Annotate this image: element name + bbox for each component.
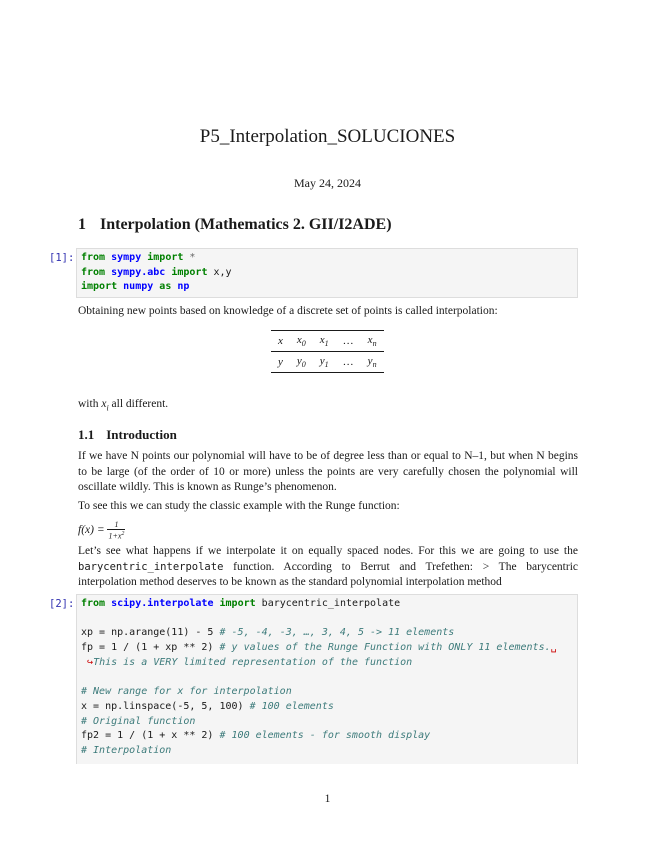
- keyword: from: [81, 266, 106, 278]
- module-alias: np: [177, 281, 190, 293]
- section-heading: [78, 216, 392, 234]
- values-table: [271, 330, 384, 373]
- denominator-base: 1+x: [108, 531, 122, 541]
- module-name: scipy.interpolate: [111, 598, 214, 609]
- table-cell: …: [342, 335, 354, 348]
- math-symbol: x: [101, 398, 107, 410]
- table-cell: [290, 331, 313, 352]
- page-number: 1: [324, 793, 331, 805]
- code-comment: # Original function: [81, 715, 196, 727]
- text-span: function. According to Berrut and Trefethen: > The barycentric interpolation method deserves to be known as the standard polynomial interpolation method: [78, 560, 578, 588]
- table-cell: [361, 352, 384, 373]
- math-symbol: y: [296, 355, 302, 368]
- fraction-numerator: 1: [107, 520, 125, 530]
- table-cell: y: [278, 356, 283, 369]
- math-var: [101, 398, 109, 413]
- fraction-denominator: [107, 530, 125, 541]
- table-cell: [361, 331, 384, 352]
- table-cell: x: [278, 335, 283, 348]
- code-token: x,y: [213, 266, 232, 278]
- inline-code: barycentric_interpolate: [78, 560, 224, 573]
- math-subscript: 1: [324, 360, 329, 370]
- subsection-number: 1.1: [78, 427, 95, 442]
- paragraph-interpolation-intro: Obtaining new points based on knowledge of a discrete set of points is called interpolation:: [78, 305, 498, 317]
- table-row: [271, 352, 384, 373]
- keyword: from: [81, 252, 106, 263]
- math-symbol: x: [296, 334, 302, 346]
- code-comment: # 100 elements: [249, 700, 334, 712]
- values-table-wrapper: [271, 330, 384, 373]
- document-date: May 24, 2024: [294, 176, 361, 190]
- paragraph-distinct: [78, 397, 578, 416]
- code-comment: # 100 elements - for smooth display: [219, 730, 431, 742]
- math-symbol: y: [319, 355, 325, 368]
- code-block-2: [77, 595, 577, 761]
- section-number: 1: [78, 216, 86, 233]
- code-cell-1[interactable]: [76, 248, 578, 298]
- keyword: import: [171, 266, 208, 278]
- table-cell: [290, 352, 313, 373]
- keyword: import: [81, 281, 118, 293]
- paragraph-barycentric: [78, 544, 578, 591]
- keyword: import: [147, 252, 184, 263]
- table-cell: [313, 331, 336, 352]
- code-comment: # Interpolation: [81, 745, 172, 757]
- keyword: from: [81, 598, 106, 609]
- math-subscript: 0: [301, 360, 306, 370]
- table-row: [271, 331, 384, 352]
- math-symbol: x: [319, 334, 325, 346]
- math-subscript: n: [372, 339, 377, 349]
- code-token: fp = 1 / (1 + xp ** 2): [81, 642, 220, 654]
- code-comment: This is a VERY limited representation of the function: [93, 656, 413, 668]
- code-token: fp2 = 1 / (1 + x ** 2): [81, 730, 220, 742]
- document-title: P5_Interpolation_SOLUCIONES: [199, 126, 456, 147]
- module-name: numpy: [123, 281, 154, 293]
- math-subscript: 1: [324, 339, 329, 349]
- table-cell: [313, 352, 336, 373]
- code-token: barycentric_interpolate: [261, 598, 401, 609]
- denominator-exponent: 2: [121, 531, 125, 537]
- text-span: with: [78, 398, 102, 410]
- module-name: sympy.abc: [111, 266, 166, 278]
- continuation-arrow-icon: ↪: [87, 656, 94, 668]
- section-title: Interpolation (Mathematics 2. GII/I2ADE): [100, 216, 392, 233]
- code-token: x = np.linspace(-5, 5, 100): [81, 700, 250, 712]
- cell-prompt-2: [2]:: [49, 598, 75, 610]
- formula-fraction: [107, 520, 125, 541]
- code-token: *: [189, 252, 196, 263]
- runge-formula: [78, 520, 578, 541]
- formula-lhs: f(x) =: [78, 523, 108, 536]
- math-subscript: i: [106, 403, 109, 413]
- cell-prompt-1: [1]:: [49, 252, 75, 264]
- math-subscript: 0: [301, 339, 306, 349]
- keyword: import: [219, 598, 256, 609]
- text-span: all different.: [108, 398, 169, 410]
- code-cell-2[interactable]: [76, 594, 578, 764]
- subsection-heading: [78, 427, 177, 443]
- line-wrap-marker: ␣: [550, 642, 557, 654]
- paragraph-runge: If we have N points our polynomial will have to be of degree less than or equal to N–1, but when N begins to be large (of the order of 10 or more) unless the points are very carefully chosen the polynomial will oscillate wildly. This is known as Runge’s phenomenon.: [78, 450, 578, 493]
- code-token: xp = np.arange(11) - 5: [81, 627, 220, 639]
- table-cell: …: [342, 356, 354, 369]
- math-symbol: y: [367, 355, 373, 368]
- paragraph-runge-example: To see this we can study the classic example with the Runge function:: [78, 500, 400, 512]
- keyword: as: [159, 281, 172, 293]
- text-span: Let’s see what happens if we interpolate it on equally spaced nodes. For this we are going to use the: [78, 545, 578, 557]
- subsection-title: Introduction: [106, 427, 177, 442]
- module-name: sympy: [111, 252, 142, 263]
- math-subscript: n: [372, 360, 377, 370]
- math-symbol: x: [367, 334, 373, 346]
- code-block-1: [77, 249, 577, 297]
- code-comment: # y values of the Runge Function with ONLY 11 elements.: [219, 642, 551, 654]
- code-comment: # -5, -4, -3, …, 3, 4, 5 -> 11 elements: [219, 627, 455, 639]
- code-comment: # New range for x for interpolation: [81, 686, 292, 698]
